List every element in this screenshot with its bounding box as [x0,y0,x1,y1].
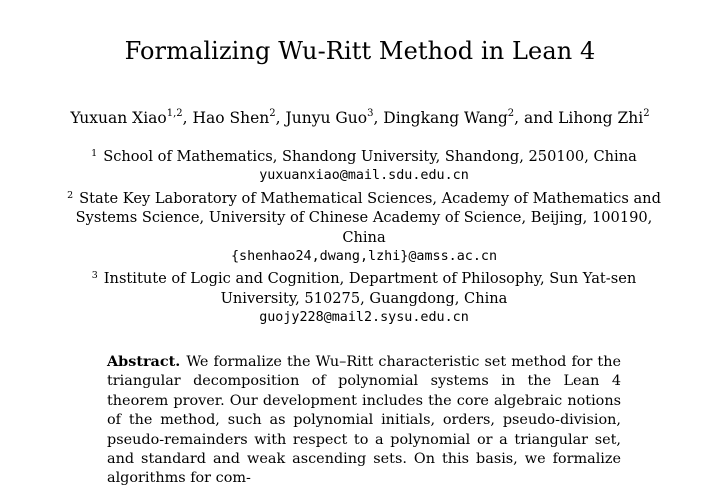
author-list [0,105,720,128]
affiliation-number: 3 [91,270,98,282]
author-affiliation-mark: 3 [367,108,374,119]
affiliation-text: Systems Science, University of Chinese Academy of Science, Beijing, 100190, China [75,209,653,246]
paper-title: Formalizing Wu-Ritt Method in Lean 4 [124,37,596,65]
affiliation-text: University, 510275, Guangdong, China [220,289,508,307]
affiliation-text: State Key Laboratory of Mathematical Sciences, Academy of Mathematics and [79,189,661,207]
author-name: Dingkang Wang [383,109,508,128]
author-affiliation-mark: 2 [269,108,276,119]
author-name: Yuxuan Xiao [70,109,167,128]
affiliation-3 [58,266,670,327]
author-affiliation-mark: 1,2 [166,108,183,119]
author-separator: , [275,109,286,128]
author-name: Hao Shen [192,109,270,128]
affiliation-2 [58,186,670,267]
author-affiliation-mark: 2 [507,108,515,119]
author-affiliation-mark: 2 [643,108,650,119]
affiliation-email: {shenhao24,dwang,lzhi}@amss.ac.cn [230,249,498,265]
affiliation-1 [58,144,670,186]
affiliation-email: yuxuanxiao@mail.sdu.edu.cn [259,168,469,184]
affiliation-text: Institute of Logic and Cognition, Department of Philosophy, Sun Yat-sen [103,270,637,288]
author-name: Junyu Guo [285,109,368,128]
affiliation-list [58,144,670,328]
author-separator: , [182,109,193,128]
affiliation-email: guojy228@mail2.sysu.edu.cn [259,310,469,326]
abstract [107,352,621,489]
affiliation-text: School of Mathematics, Shandong University, Shandong, 250100, China [103,148,637,165]
author-name: Lihong Zhi [558,109,644,128]
author-separator: , [373,109,384,128]
author-separator: , and [514,109,559,128]
abstract-label: Abstract. [107,353,181,370]
affiliation-number: 1 [91,148,98,159]
affiliation-number: 2 [67,189,74,201]
abstract-text: We formalize the Wu–Ritt characteristic set method for the triangular decomposition of polynomial systems in the Lean 4 theorem prover. Our development includes the core algebraic notions of the method, such as polynomial initials, orders, pseudo-division, pseudo-remainders with respect to a polynomial or a triangular set, and standard and weak ascending sets. On this basis, we formalize algorithms for com- [107,354,621,487]
